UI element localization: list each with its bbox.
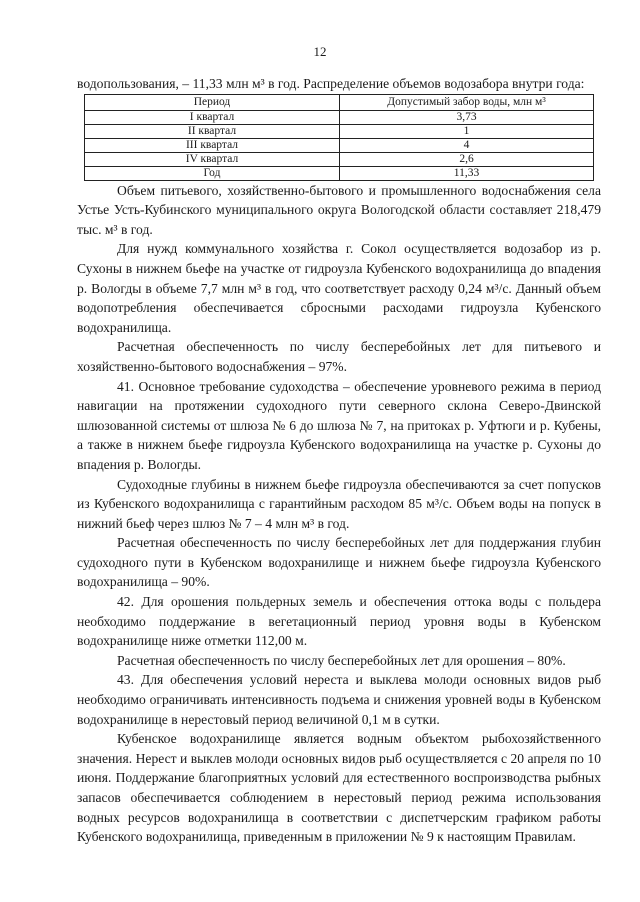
paragraph-ustye-water-supply: Объем питьевого, хозяйственно-бытового и промышленного водоснабжения села Устье Усть-Кубинского муниципального округа Вологодской области составляет 218,479 тыс. м³ в год.: [77, 182, 601, 237]
paragraph-navigation-depths: Судоходные глубины в нижнем бьефе гидроузла обеспечиваются за счет попусков из Кубенского водохранилища с гарантийным расходом 85 м³/с. Объем воды на попуск в нижний бьеф через шлюз № 7 – 4 млн м³ в год.: [77, 476, 601, 531]
paragraph-41-navigation: 41. Основное требование судоходства – обеспечение уровневого режима в период навигации на протяжении судоходного пути северного склона Северо-Двинской шлюзованной системы от шлюза № 6 до шлюза № 7, на притоках р. Уфтюги и р. Кубены, а также в нижнем бьефе гидроузла Кубенского водохранилища на участке р. Сухоны до впадения р. Вологды.: [77, 378, 601, 472]
paragraph-fishery-significance: Кубенское водохранилище является водным объектом рыбохозяйственного значения. Нерест и выклев молоди основных видов рыб осуществляется с 20 апреля по 10 июня. Поддержание благоприятных условий для естественного воспроизводства рыбных запасов обеспечивается соблюдением в нерестовый период режима использования водных ресурсов водохранилища в соответствии с диспетчерским графиком работы Кубенского водохранилища, приведенным в приложении № 9 к настоящим Правилам.: [77, 731, 601, 845]
table-cell-period: IV квартал: [85, 152, 340, 166]
table-row: [85, 166, 594, 180]
page-number: 12: [313, 44, 327, 59]
paragraph-navigation-reliability: Расчетная обеспеченность по числу бесперебойных лет для поддержания глубин судоходного пути в Кубенском водохранилище и нижнем бьефе гидроузла Кубенского водохранилища – 90%.: [77, 535, 601, 590]
paragraph-irrigation-reliability: Расчетная обеспеченность по числу бесперебойных лет для орошения – 80%.: [117, 652, 566, 668]
table-cell-value: 3,73: [340, 110, 594, 124]
paragraph-sokol-withdrawal: Для нужд коммунального хозяйства г. Сокол осуществляется водозабор из р. Сухоны в нижнем бьефе на участке от гидроузла Кубенского водохранилища до впадения р. Вологды в объеме 7,7 млн м³ в год, что соответствует расходу 0,24 м³/с. Данный объем водопотребления обеспечивается сбросными расходами гидроузла Кубенского водохранилища.: [77, 241, 601, 335]
paragraph-42-irrigation: 42. Для орошения польдерных земель и обеспечения оттока воды с польдера необходимо поддержание в вегетационный период уровня воды в Кубенском водохранилище ниже отметки 112,00 м.: [77, 594, 601, 649]
table-cell-period: I квартал: [85, 110, 340, 124]
paragraph-43-spawning: 43. Для обеспечения условий нереста и выклева молоди основных видов рыб необходимо ограничивать интенсивность подъема и снижения уровней воды в Кубенском водохранилище в нерестовый период величиной 0,1 м в сутки.: [77, 672, 601, 727]
document-body: [77, 74, 601, 847]
table-cell-value: 11,33: [340, 166, 594, 180]
table-cell-period: II квартал: [85, 124, 340, 138]
table-row: [85, 138, 594, 152]
table-cell-period: III квартал: [85, 138, 340, 152]
table-row: [85, 110, 594, 124]
table-cell-period: Год: [85, 166, 340, 180]
intro-paragraph: водопользования, – 11,33 млн м³ в год. Распределение объемов водозабора внутри года:: [77, 76, 585, 91]
table-header-allowed-withdrawal: Допустимый забор воды, млн м³: [340, 94, 594, 110]
table-header-row: [85, 94, 594, 110]
table-cell-value: 4: [340, 138, 594, 152]
table-row: [85, 152, 594, 166]
table-row: [85, 124, 594, 138]
table-header-period: Период: [85, 94, 340, 110]
table-cell-value: 1: [340, 124, 594, 138]
paragraph-drinking-reliability: Расчетная обеспеченность по числу бесперебойных лет для питьевого и хозяйственно-бытового водоснабжения – 97%.: [77, 339, 601, 374]
table-cell-value: 2,6: [340, 152, 594, 166]
water-withdrawal-table: [84, 94, 594, 181]
